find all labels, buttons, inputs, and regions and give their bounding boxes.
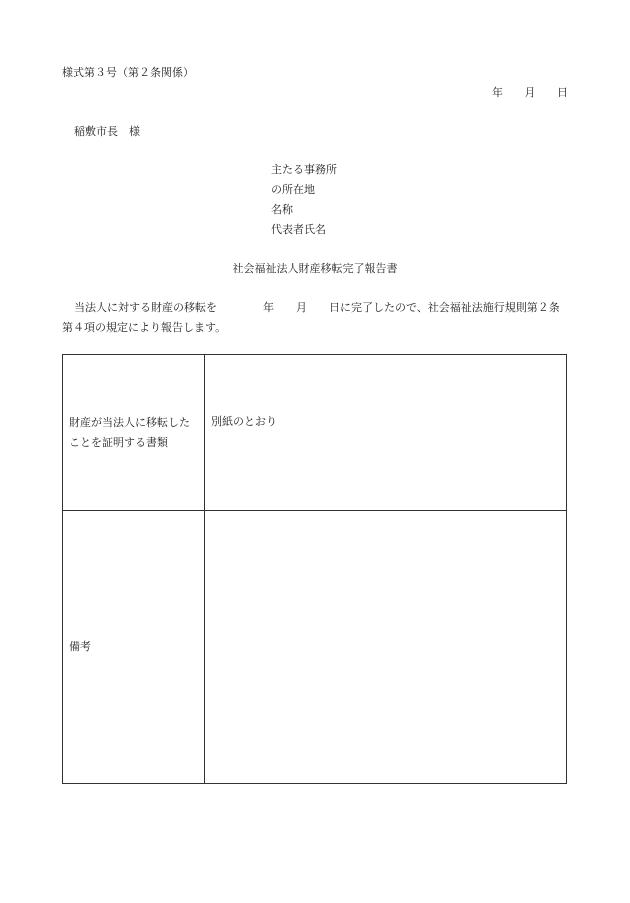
- statement-part2: 日に完了したので、社会福祉法施行規則第２条第４項の規定により報告します。: [62, 301, 560, 334]
- document-title: 社会福祉法人財産移転完了報告書: [232, 262, 398, 275]
- document-proof-value[interactable]: 別紙のとおり: [205, 355, 567, 511]
- date-day-label: 日: [557, 86, 568, 99]
- report-table: [62, 354, 567, 784]
- document-proof-label: 財産が当法人に移転したことを証明する書類: [63, 355, 205, 511]
- applicant-office-location-label: の所在地: [271, 183, 315, 196]
- addressee: 稲敷市長 様: [74, 125, 140, 138]
- applicant-block: [271, 163, 337, 243]
- statement-year: 年: [263, 301, 274, 314]
- applicant-representative-label: 代表者氏名: [271, 223, 326, 236]
- applicant-office-label: 主たる事務所: [271, 163, 337, 176]
- form-number: 様式第３号（第２条関係）: [62, 66, 194, 79]
- date-line: [474, 86, 568, 99]
- statement-month: 月: [296, 301, 307, 314]
- remarks-label: 備考: [63, 511, 205, 784]
- applicant-name-label: 名称: [271, 203, 293, 216]
- table-row: [63, 355, 567, 511]
- date-year-label: 年: [492, 86, 503, 99]
- date-month-label: 月: [524, 86, 536, 99]
- table-row: [63, 511, 567, 784]
- statement-part1: 当法人に対する財産の移転を: [74, 301, 217, 314]
- remarks-value[interactable]: [205, 511, 567, 784]
- report-statement: [62, 298, 570, 338]
